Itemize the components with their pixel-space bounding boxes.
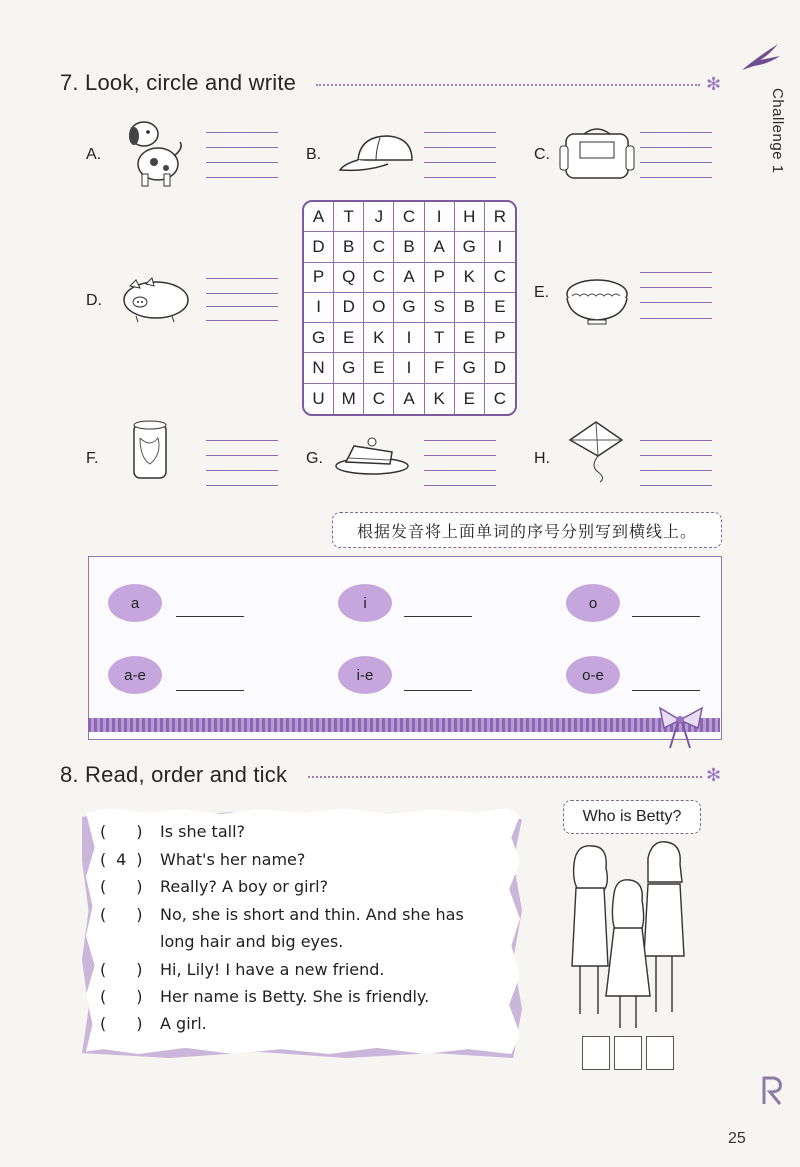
phonics-answer-line[interactable] <box>176 616 244 617</box>
write-line[interactable] <box>424 440 496 441</box>
order-row-2: ( 4 ) What's her name? <box>100 850 306 869</box>
write-line[interactable] <box>206 293 278 294</box>
grid-cell[interactable]: K <box>364 323 394 353</box>
grid-cell[interactable]: I <box>394 353 424 383</box>
write-line[interactable] <box>206 132 278 133</box>
grid-cell[interactable]: A <box>425 232 455 262</box>
item-label-h: H. <box>534 450 550 467</box>
title-dotted-rule <box>308 776 702 778</box>
write-line[interactable] <box>424 147 496 148</box>
grid-cell[interactable]: T <box>425 323 455 353</box>
grid-cell[interactable]: E <box>334 323 364 353</box>
write-line[interactable] <box>640 455 712 456</box>
word-search-grid[interactable] <box>302 200 517 416</box>
write-line[interactable] <box>206 306 278 307</box>
grid-cell[interactable]: G <box>334 353 364 383</box>
write-line[interactable] <box>206 485 278 486</box>
order-row-3: ( ) Really? A boy or girl? <box>100 877 329 896</box>
grid-cell[interactable]: G <box>455 232 485 262</box>
grid-cell[interactable]: C <box>493 388 507 408</box>
write-line[interactable] <box>206 470 278 471</box>
grid-cell[interactable]: K <box>425 384 455 414</box>
phonics-i-e: i-e <box>338 656 392 694</box>
grid-cell[interactable]: P <box>485 323 515 353</box>
grid-cell[interactable]: P <box>304 263 334 293</box>
write-line[interactable] <box>640 287 712 288</box>
grid-cell[interactable]: T <box>334 202 364 232</box>
write-line[interactable] <box>206 177 278 178</box>
order-row-4: ( ) No, she is short and thin. And she has <box>100 905 464 924</box>
write-line[interactable] <box>640 302 712 303</box>
grid-cell[interactable]: S <box>425 293 455 323</box>
kite-icon <box>560 416 630 484</box>
bird-icon <box>738 40 782 76</box>
write-line[interactable] <box>640 147 712 148</box>
grid-cell[interactable]: E <box>485 293 515 323</box>
cola-can-icon <box>128 418 172 484</box>
phonics-answer-line[interactable] <box>632 690 700 691</box>
section-7-title: 7. Look, circle and write <box>60 70 297 95</box>
write-line[interactable] <box>424 177 496 178</box>
answer-parens[interactable]: ( ) <box>100 960 143 979</box>
star-icon: ✻ <box>706 74 722 94</box>
grid-cell[interactable]: A <box>394 263 424 293</box>
grid-cell[interactable]: Q <box>334 263 364 293</box>
r-logo-icon <box>756 1074 786 1108</box>
grid-cell[interactable]: B <box>334 232 364 262</box>
grid-cell[interactable]: C <box>394 202 424 232</box>
item-label-c: C. <box>534 146 550 163</box>
grid-cell[interactable]: C <box>485 263 515 293</box>
write-line[interactable] <box>640 162 712 163</box>
write-line[interactable] <box>640 485 712 486</box>
answer-parens[interactable]: ( ) <box>100 905 143 924</box>
phonics-answer-line[interactable] <box>632 616 700 617</box>
phonics-box <box>88 556 722 740</box>
phonics-answer-line[interactable] <box>404 616 472 617</box>
phonics-a: a <box>108 584 162 622</box>
grid-cell[interactable]: H <box>455 202 485 232</box>
grid-cell[interactable]: J <box>364 202 394 232</box>
write-line[interactable] <box>640 272 712 273</box>
rice-bowl-icon <box>562 272 632 326</box>
write-line[interactable] <box>424 455 496 456</box>
order-row-7: ( ) A girl. <box>100 1014 207 1033</box>
answer-parens[interactable]: ( ) <box>100 877 143 896</box>
grid-cell[interactable]: G <box>304 323 334 353</box>
item-label-g: G. <box>306 450 323 467</box>
bag-icon <box>556 124 638 184</box>
phonics-answer-line[interactable] <box>404 690 472 691</box>
item-label-d: D. <box>86 292 102 309</box>
write-line[interactable] <box>424 470 496 471</box>
grid-cell[interactable]: C <box>364 384 394 414</box>
dog-icon <box>118 112 188 192</box>
instruction-text: 根据发音将上面单词的序号分别写到横线上。 <box>332 512 722 548</box>
grid-cell[interactable]: P <box>425 263 455 293</box>
write-line[interactable] <box>640 318 712 319</box>
write-line[interactable] <box>640 470 712 471</box>
write-line[interactable] <box>640 177 712 178</box>
phonics-i: i <box>338 584 392 622</box>
grid-cell[interactable]: I <box>425 202 455 232</box>
grid-cell[interactable]: D <box>485 353 515 383</box>
answer-parens[interactable]: ( 4 ) <box>100 850 143 869</box>
order-row-6: ( ) Her name is Betty. She is friendly. <box>100 987 430 1006</box>
phonics-o-e: o-e <box>566 656 620 694</box>
cap-icon <box>336 130 416 176</box>
write-line[interactable] <box>640 440 712 441</box>
grid-cell[interactable]: B <box>455 293 485 323</box>
item-label-b: B. <box>306 146 322 163</box>
item-label-a: A. <box>86 146 102 163</box>
grid-cell[interactable]: G <box>394 293 424 323</box>
ribbon-decoration <box>88 718 720 732</box>
grid-cell[interactable]: I <box>304 293 334 323</box>
bow-icon <box>656 700 706 752</box>
grid-cell[interactable]: D <box>334 293 364 323</box>
grid-cell[interactable]: D <box>304 232 334 262</box>
answer-parens[interactable]: ( ) <box>100 987 143 1006</box>
order-row-5: ( ) Hi, Lily! I have a new friend. <box>100 960 385 979</box>
grid-cell[interactable]: I <box>394 323 424 353</box>
grid-cell[interactable]: N <box>304 353 334 383</box>
grid-cell[interactable]: U <box>304 384 334 414</box>
star-icon: ✻ <box>706 765 722 785</box>
grid-cell[interactable]: A <box>394 384 424 414</box>
grid-cell[interactable]: G <box>455 353 485 383</box>
item-label-f: F. <box>86 450 99 467</box>
grid-cell[interactable]: A <box>304 202 334 232</box>
write-line[interactable] <box>424 485 496 486</box>
grid-cell[interactable]: C <box>364 232 394 262</box>
grid-cell[interactable]: B <box>394 232 424 262</box>
write-line[interactable] <box>206 278 278 279</box>
challenge-label: Challenge 1 <box>769 88 786 174</box>
grid-cell[interactable]: I <box>485 232 515 262</box>
write-line[interactable] <box>206 455 278 456</box>
item-label-e: E. <box>534 284 550 301</box>
section-8-title: 8. Read, order and tick <box>60 762 288 787</box>
write-line[interactable] <box>206 147 278 148</box>
answer-parens[interactable]: ( ) <box>100 1014 143 1033</box>
three-girls-illustration <box>552 836 712 1032</box>
grid-cell[interactable]: C <box>364 263 394 293</box>
page-number: 25 <box>728 1130 746 1147</box>
question-box: Who is Betty? <box>563 800 701 834</box>
answer-parens[interactable]: ( ) <box>100 822 143 841</box>
phonics-answer-line[interactable] <box>176 690 244 691</box>
grid-cell[interactable]: E <box>455 323 485 353</box>
tick-box-3[interactable] <box>646 1036 674 1070</box>
write-line[interactable] <box>206 162 278 163</box>
cake-icon <box>332 430 410 476</box>
grid-cell[interactable]: F <box>425 353 455 383</box>
pig-icon <box>116 274 190 324</box>
grid-cell[interactable]: K <box>455 263 485 293</box>
grid-cell[interactable]: R <box>485 202 515 232</box>
tick-box-2[interactable] <box>614 1036 642 1070</box>
write-line[interactable] <box>206 320 278 321</box>
write-line[interactable] <box>640 132 712 133</box>
order-row-4-continued: long hair and big eyes. <box>160 932 344 951</box>
grid-cell[interactable]: E <box>364 353 394 383</box>
write-line[interactable] <box>424 132 496 133</box>
write-line[interactable] <box>424 162 496 163</box>
title-dotted-rule <box>316 84 700 86</box>
write-line[interactable] <box>206 440 278 441</box>
phonics-o: o <box>566 584 620 622</box>
grid-cell[interactable]: E <box>455 384 485 414</box>
grid-cell[interactable]: M <box>334 384 364 414</box>
tick-box-1[interactable] <box>582 1036 610 1070</box>
order-row-1: ( ) Is she tall? <box>100 822 246 841</box>
phonics-a-e: a-e <box>108 656 162 694</box>
grid-cell[interactable]: O <box>364 293 394 323</box>
